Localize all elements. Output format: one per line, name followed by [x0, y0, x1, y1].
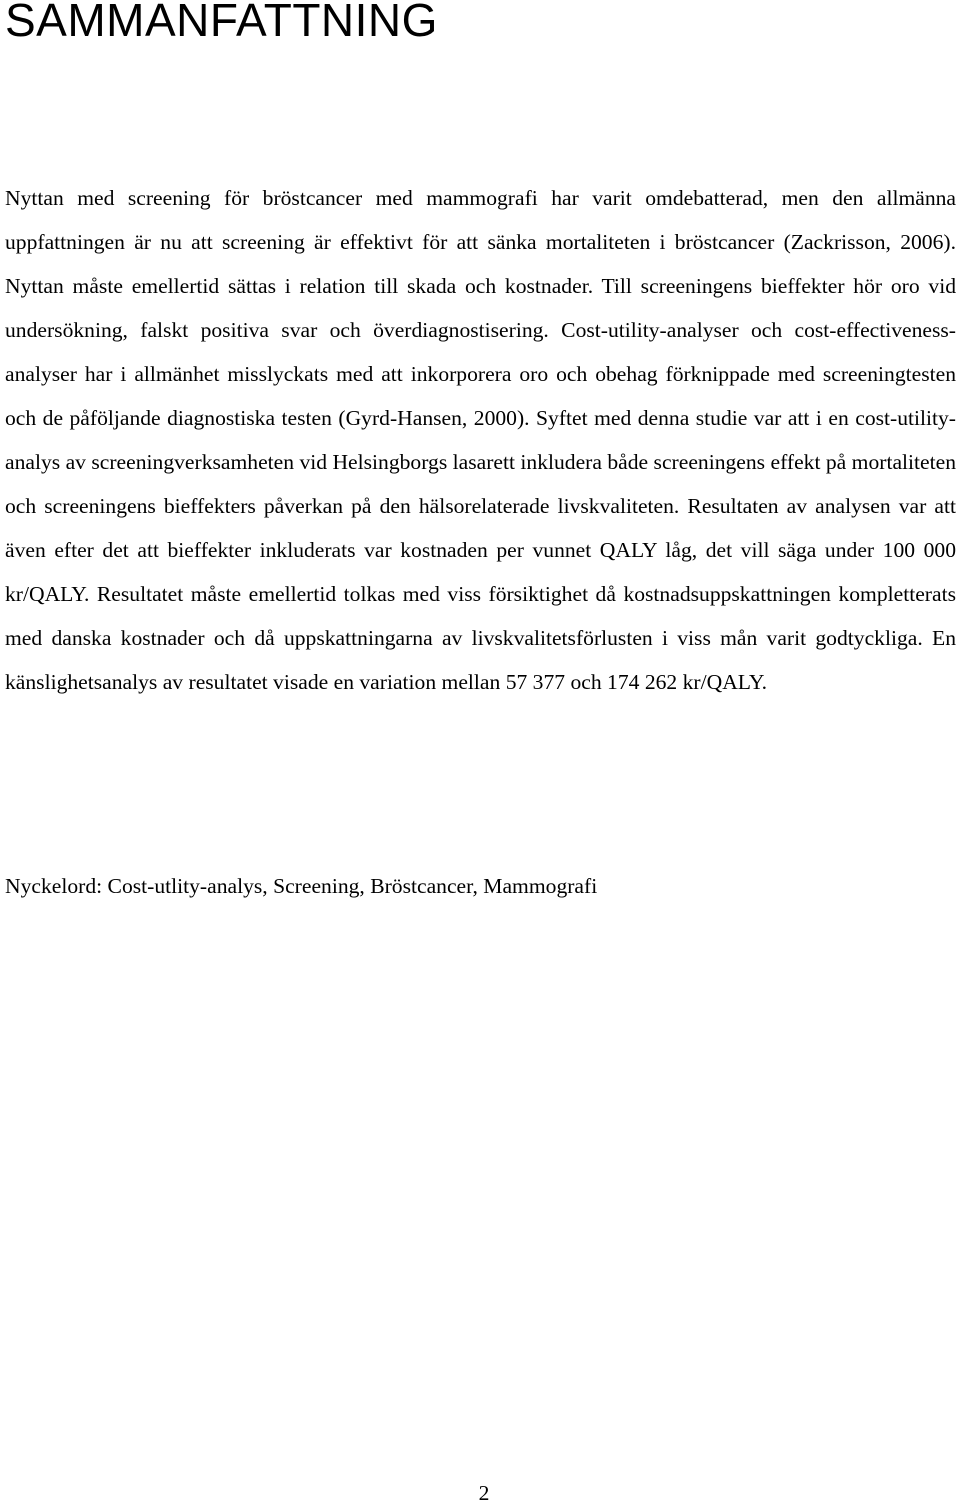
page-number: 2 [478, 1481, 490, 1505]
keywords-line: Nyckelord: Cost-utlity-analys, Screening, Bröstcancer, Mammografi [5, 874, 598, 898]
abstract-paragraph: Nyttan med screening för bröstcancer med mammografi har varit omdebatterad, men den allmänna uppfattningen är nu att screening är effektivt för att sänka mortaliteten i bröstcancer (Zackrisson, 2006). Nyttan måste emellertid sättas i relation till skada och kostnader. Till screeningens bieffekter hör oro vid undersökning, falskt positiva svar och överdiagnostisering. Cost-utility-analyser och cost-effectiveness-analyser har i allmänhet misslyckats med att inkorporera oro och obehag förknippade med screeningtesten och de påföljande diagnostiska testen (Gyrd-Hansen, 2000). Syftet med denna studie var att i en cost-utility-analys av screeningverksamheten vid Helsingborgs lasarett inkludera både screeningens effekt på mortaliteten och screeningens bieffekters påverkan på den hälsorelaterade livskvaliteten. Resultaten av analysen var att även efter det att bieffekter inkluderats var kostnaden per vunnet QALY låg, det vill säga under 100 000 kr/QALY. Resultatet måste emellertid tolkas med viss försiktighet då kostnadsuppskattningen kompletterats med danska kostnader och då uppskattningarna av livskvalitetsförlusten i viss mån varit godtyckliga. En känslighetsanalys av resultatet visade en variation mellan 57 377 och 174 262 kr/QALY. [5, 186, 956, 694]
page-title: SAMMANFATTNING [5, 0, 438, 46]
